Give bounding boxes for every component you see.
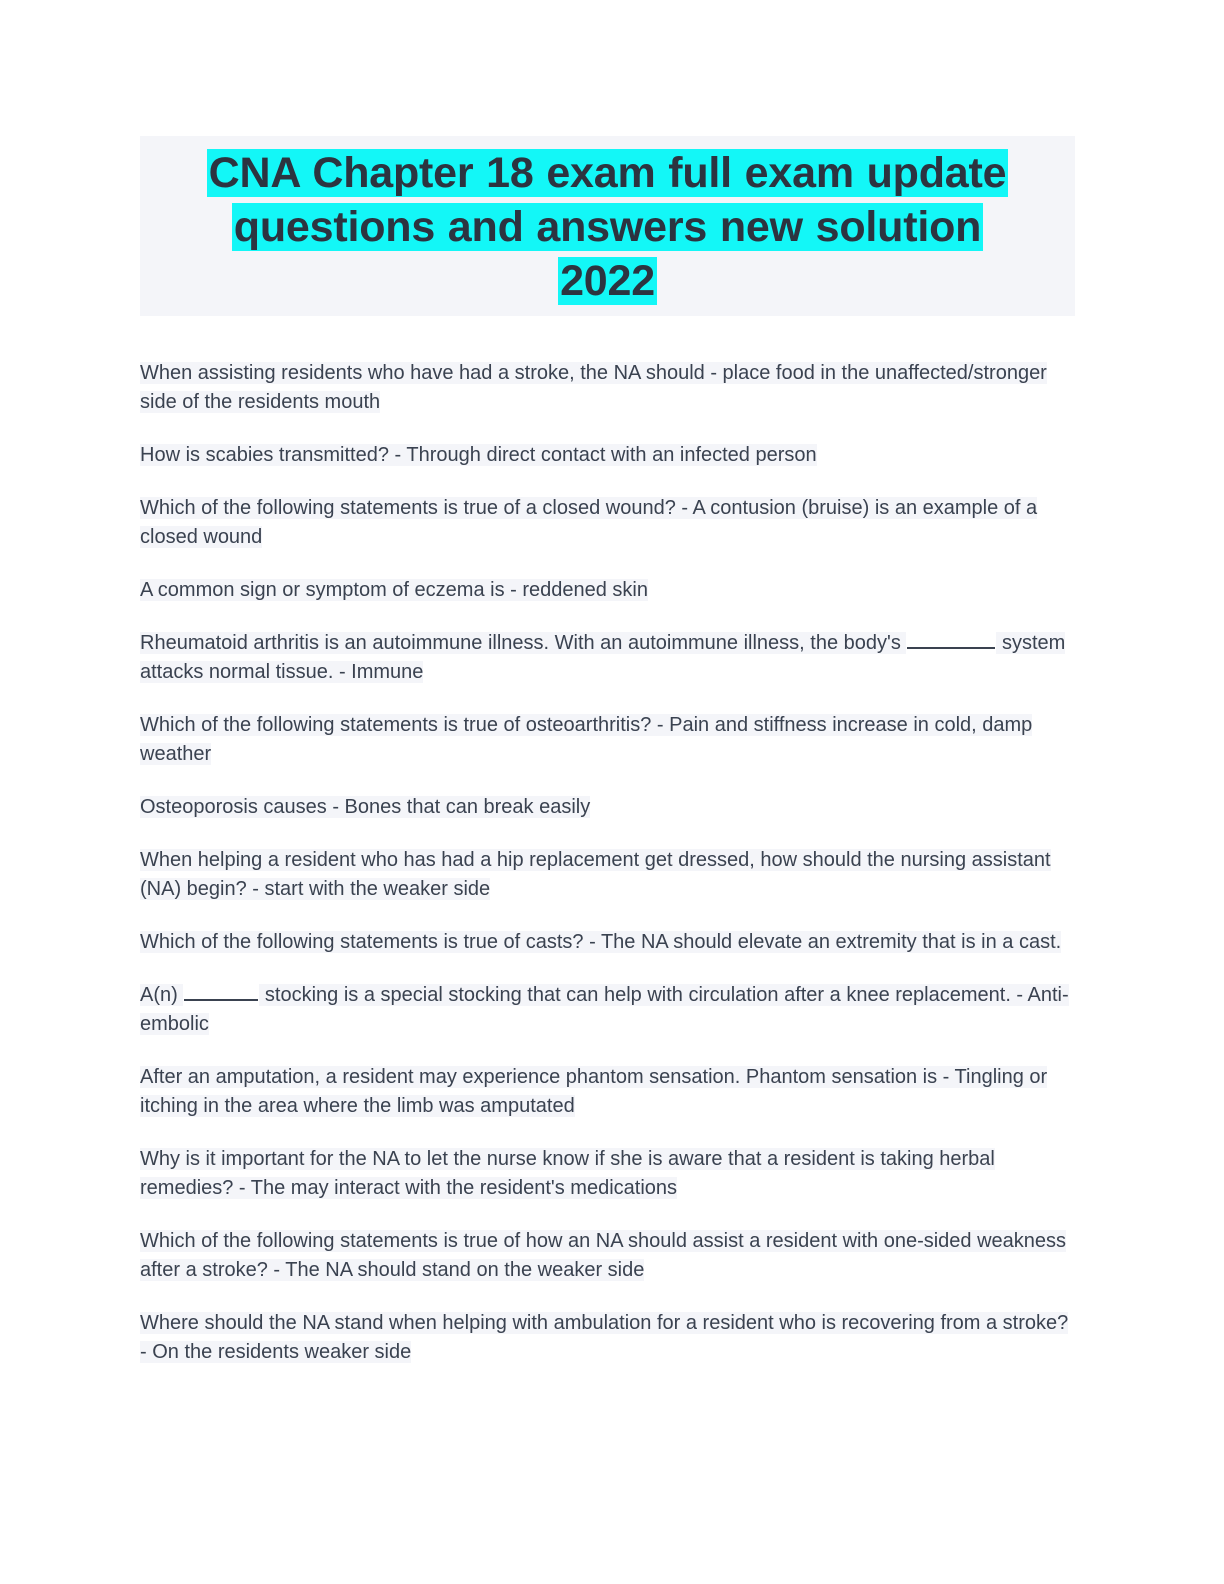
qa-text: Which of the following statements is true of osteoarthritis? - Pain and stiffness increase in cold, damp weather bbox=[140, 714, 1033, 765]
qa-text-before-blank: A(n) bbox=[140, 984, 178, 1006]
title-line-2: questions and answers new solution bbox=[233, 203, 982, 251]
qa-text: When assisting residents who have had a stroke, the NA should - place food in the unaffected/stronger side of the residents mouth bbox=[140, 362, 1047, 413]
qa-entry bbox=[140, 1063, 1075, 1121]
document-title-block bbox=[140, 136, 1075, 316]
qa-entry bbox=[140, 846, 1075, 904]
qa-entry bbox=[140, 1227, 1075, 1285]
qa-entry bbox=[140, 793, 1075, 822]
qa-text: Why is it important for the NA to let the nurse know if she is aware that a resident is taking herbal remedies? - The may interact with the resident's medications bbox=[140, 1148, 995, 1199]
qa-text: Which of the following statements is true of how an NA should assist a resident with one-sided weakness after a stroke? - The NA should stand on the weaker side bbox=[140, 1230, 1067, 1281]
qa-entry bbox=[140, 1309, 1075, 1367]
qa-entry bbox=[140, 1145, 1075, 1203]
qa-entry bbox=[140, 711, 1075, 769]
qa-text-after-blank: system attacks normal tissue. - Immune bbox=[140, 632, 1066, 683]
qa-text: How is scabies transmitted? - Through direct contact with an infected person bbox=[140, 444, 817, 466]
qa-text: Osteoporosis causes - Bones that can break easily bbox=[140, 796, 591, 818]
qa-entry-with-blank bbox=[140, 981, 1075, 1039]
qa-entry bbox=[140, 359, 1075, 417]
qa-text-before-blank: Rheumatoid arthritis is an autoimmune illness. With an autoimmune illness, the body's bbox=[140, 632, 901, 654]
qa-entry-with-blank bbox=[140, 629, 1075, 687]
fill-in-blank bbox=[907, 631, 995, 649]
qa-entry bbox=[140, 928, 1075, 957]
qa-text: Which of the following statements is true of casts? - The NA should elevate an extremity that is in a cast. bbox=[140, 931, 1062, 953]
qa-entry bbox=[140, 494, 1075, 552]
qa-text: Which of the following statements is true of a closed wound? - A contusion (bruise) is an example of a closed wound bbox=[140, 497, 1038, 548]
page-title bbox=[140, 146, 1075, 308]
title-line-1: CNA Chapter 18 exam full exam update bbox=[208, 149, 1007, 197]
qa-text: Where should the NA stand when helping with ambulation for a resident who is recovering from a stroke? - On the residents weaker side bbox=[140, 1312, 1069, 1363]
qa-entry bbox=[140, 441, 1075, 470]
qa-text-after-blank: stocking is a special stocking that can help with circulation after a knee replacement. - Anti-embolic bbox=[140, 984, 1069, 1035]
qa-text: When helping a resident who has had a hip replacement get dressed, how should the nursing assistant (NA) begin? - start with the weaker side bbox=[140, 849, 1051, 900]
fill-in-blank bbox=[184, 983, 258, 1001]
title-line-3: 2022 bbox=[560, 257, 655, 305]
qa-entry bbox=[140, 576, 1075, 605]
qa-text: After an amputation, a resident may experience phantom sensation. Phantom sensation is - Tingling or itching in the area where the limb was amputated bbox=[140, 1066, 1048, 1117]
qa-text: A common sign or symptom of eczema is - reddened skin bbox=[140, 579, 648, 601]
document-body bbox=[140, 359, 1075, 1367]
